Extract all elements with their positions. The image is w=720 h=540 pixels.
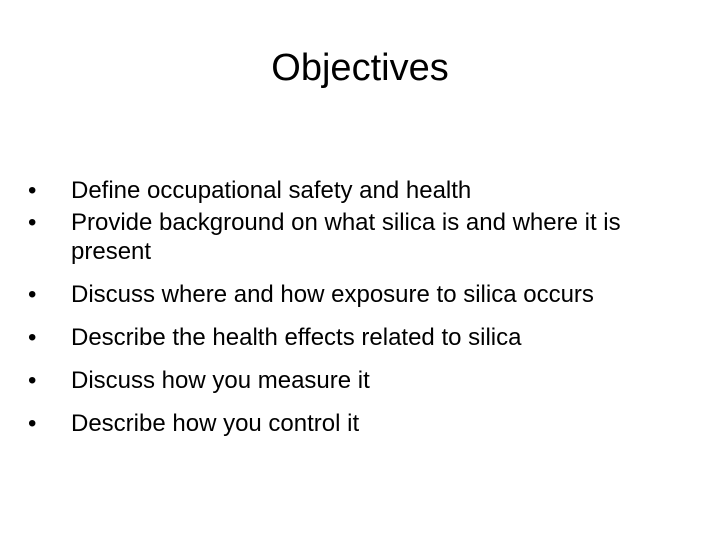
bullet-icon: • [28, 177, 37, 204]
bullet-text: Provide background on what silica is and where it is present [71, 209, 621, 265]
list-item [28, 208, 688, 266]
bullet-text: Describe how you control it [71, 410, 360, 437]
bullet-icon: • [28, 367, 37, 394]
bullet-text: Describe the health effects related to silica [71, 324, 522, 351]
list-item [28, 280, 688, 309]
bullet-text: Define occupational safety and health [71, 177, 472, 204]
list-item [28, 323, 688, 352]
bullet-icon: • [28, 410, 37, 437]
list-item [28, 176, 688, 205]
bullet-icon: • [28, 281, 37, 308]
bullet-icon: • [28, 209, 37, 236]
bullet-text: Discuss how you measure it [71, 367, 370, 394]
objectives-list [28, 176, 688, 452]
bullet-text: Discuss where and how exposure to silica occurs [71, 281, 594, 308]
slide-title: Objectives [271, 47, 449, 89]
list-item [28, 366, 688, 395]
bullet-icon: • [28, 324, 37, 351]
list-item [28, 409, 688, 438]
